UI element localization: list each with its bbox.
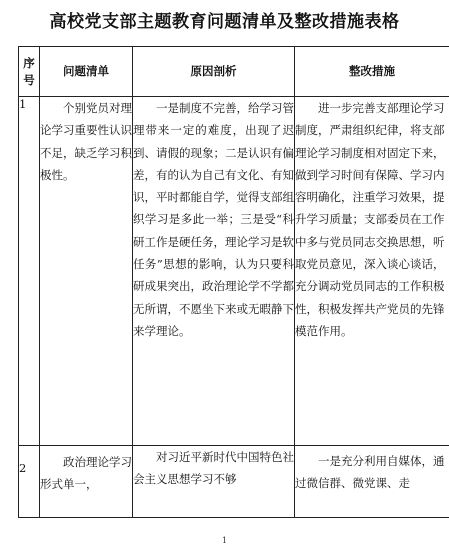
fix-text: 一是充分利用自媒体，通过微信群、微党课、走 xyxy=(295,454,445,491)
issue-cell xyxy=(40,97,133,446)
table-header-row xyxy=(19,47,449,97)
header-index: 序号 xyxy=(19,47,40,97)
cause-text: 对习近平新时代中国特色社会主义思想学习不够 xyxy=(133,450,294,487)
page-number: 1 xyxy=(221,536,228,545)
table-row xyxy=(19,97,449,446)
issue-cell xyxy=(40,446,133,518)
issue-table xyxy=(18,46,449,518)
header-fix: 整改措施 xyxy=(295,47,449,97)
fix-cell xyxy=(295,446,449,518)
header-cause: 原因剖析 xyxy=(133,47,295,97)
row-index: 1 xyxy=(19,97,40,446)
fix-text: 进一步完善支部理论学习制度，严肃组织纪律，将支部理论学习制度相对固定下来，做到学习时间有保障、学习内容明确化，注重学习效果，提升学习质量；支部委员在工作中多与党员同志交换思想，听取党员意见，深入谈心谈话，充分调动党员同志的工作积极性，积极发挥共产党员的先锋模范作用。 xyxy=(295,101,445,338)
issue-text: 政治理论学习形式单一， xyxy=(40,455,132,492)
cause-cell xyxy=(133,97,295,446)
fix-cell xyxy=(295,97,449,446)
row-index: 2 xyxy=(19,446,40,518)
header-issue: 问题清单 xyxy=(40,47,133,97)
issue-text: 个别党员对理论学习重要性认识不足，缺乏学习积极性。 xyxy=(40,101,132,182)
cause-cell xyxy=(133,446,295,518)
page-title: 高校党支部主题教育问题清单及整改措施表格 xyxy=(49,12,400,32)
cause-text: 一是制度不完善，给学习管理带来一定的难度，出现了迟到、请假的现象；二是认识有偏差，有的认为自己有文化、有知识，平时都能自学，觉得支部组织学习是多此一举；三是受“科研工作是硬任务，理论学习是软任务”思想的影响，认为只要科研成果突出，政治理论学不学都无所谓，不愿坐下来或无暇静下来学理论。 xyxy=(133,101,294,338)
table-row xyxy=(19,446,449,518)
